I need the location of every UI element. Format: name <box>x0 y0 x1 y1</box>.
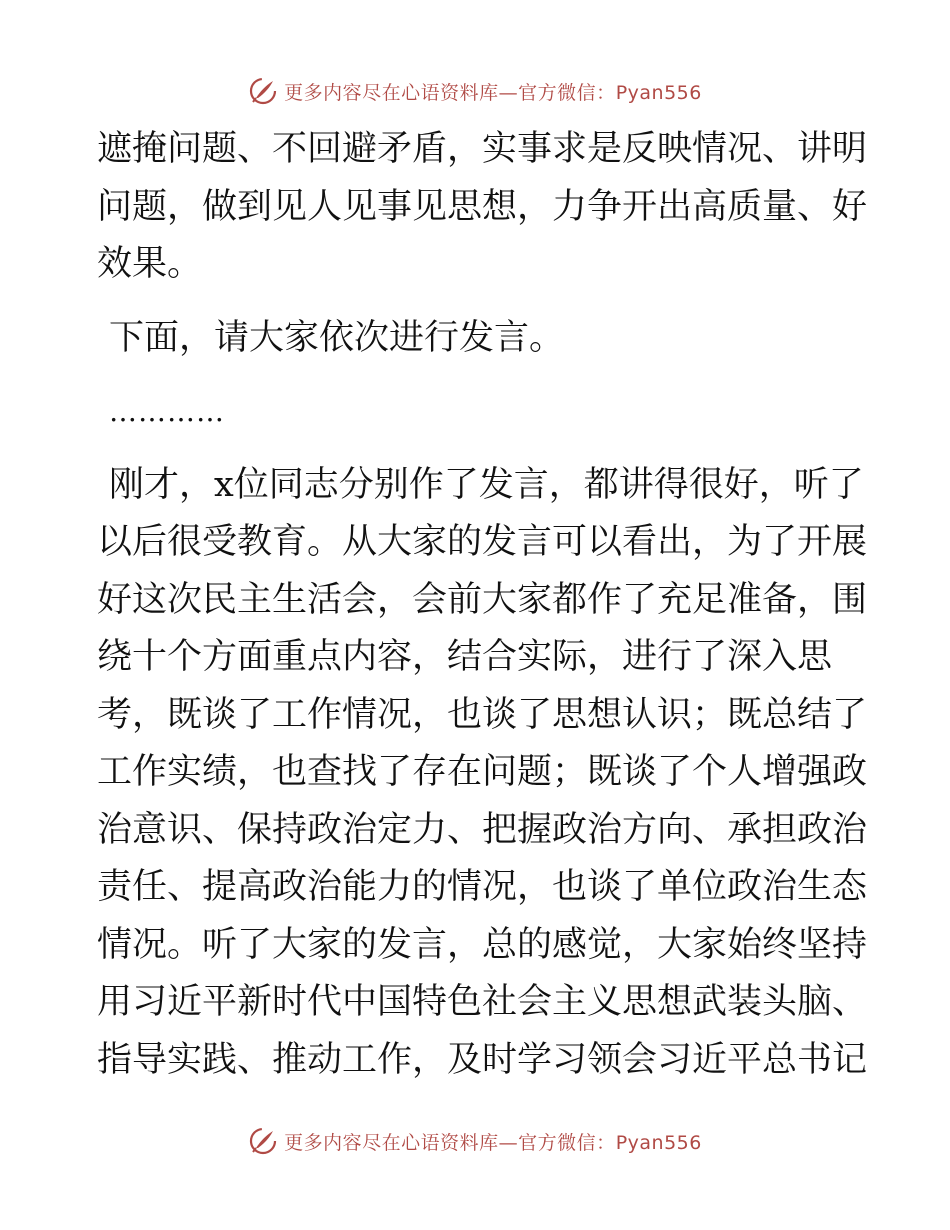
footer-banner-text: 更多内容尽在心语资料库—官方微信：Pyan556 <box>284 1131 702 1154</box>
header-wechat-id: Pyan556 <box>615 81 702 104</box>
para1-line-1: 遮掩问题、不回避矛盾，实事求是反映情况、讲明 <box>97 129 868 169</box>
para3-line-3: 好这次民主生活会，会前大家都作了充足准备，围 <box>97 579 868 620</box>
para3-line-2: 以后很受教育。从大家的发言可以看出，为了开展 <box>97 522 868 562</box>
header-banner <box>0 71 950 111</box>
para3-line-9: 情况。听了大家的发言，总的感觉，大家始终坚持 <box>97 924 868 965</box>
footer-banner <box>0 1121 950 1161</box>
header-banner-text: 更多内容尽在心语资料库—官方微信：Pyan556 <box>284 81 702 104</box>
para3-line-10: 用习近平新时代中国特色社会主义思想武装头脑、 <box>97 982 868 1022</box>
ellipsis-line: ………… <box>109 395 225 428</box>
document-body <box>97 121 868 1089</box>
para3-line-5: 考，既谈了工作情况，也谈了思想认识；既总结了 <box>97 694 868 735</box>
footer-wechat-id: Pyan556 <box>615 1131 702 1154</box>
para3-line-8: 责任、提高政治能力的情况，也谈了单位政治生态 <box>97 867 868 907</box>
para3-line-1: 刚才，x位同志分别作了发言，都讲得很好，听了 <box>109 464 864 505</box>
para3-line-11: 指导实践、推动工作，及时学习领会习近平总书记 <box>97 1039 868 1080</box>
para3-line-4: 绕十个方面重点内容，结合实际，进行了深入思 <box>97 637 833 677</box>
para1-line-3: 效果。 <box>97 244 203 284</box>
para2-line: 下面，请大家依次进行发言。 <box>109 317 565 358</box>
para3-line-7: 治意识、保持政治定力、把握政治方向、承担政治 <box>97 809 868 850</box>
para3-line-6: 工作实绩，也查找了存在问题；既谈了个人增强政 <box>97 752 868 792</box>
quill-pen-logo-icon <box>248 76 278 106</box>
para1-line-2: 问题，做到见人见事见思想，力争开出高质量、好 <box>97 186 868 227</box>
quill-pen-logo-icon <box>248 1126 278 1156</box>
